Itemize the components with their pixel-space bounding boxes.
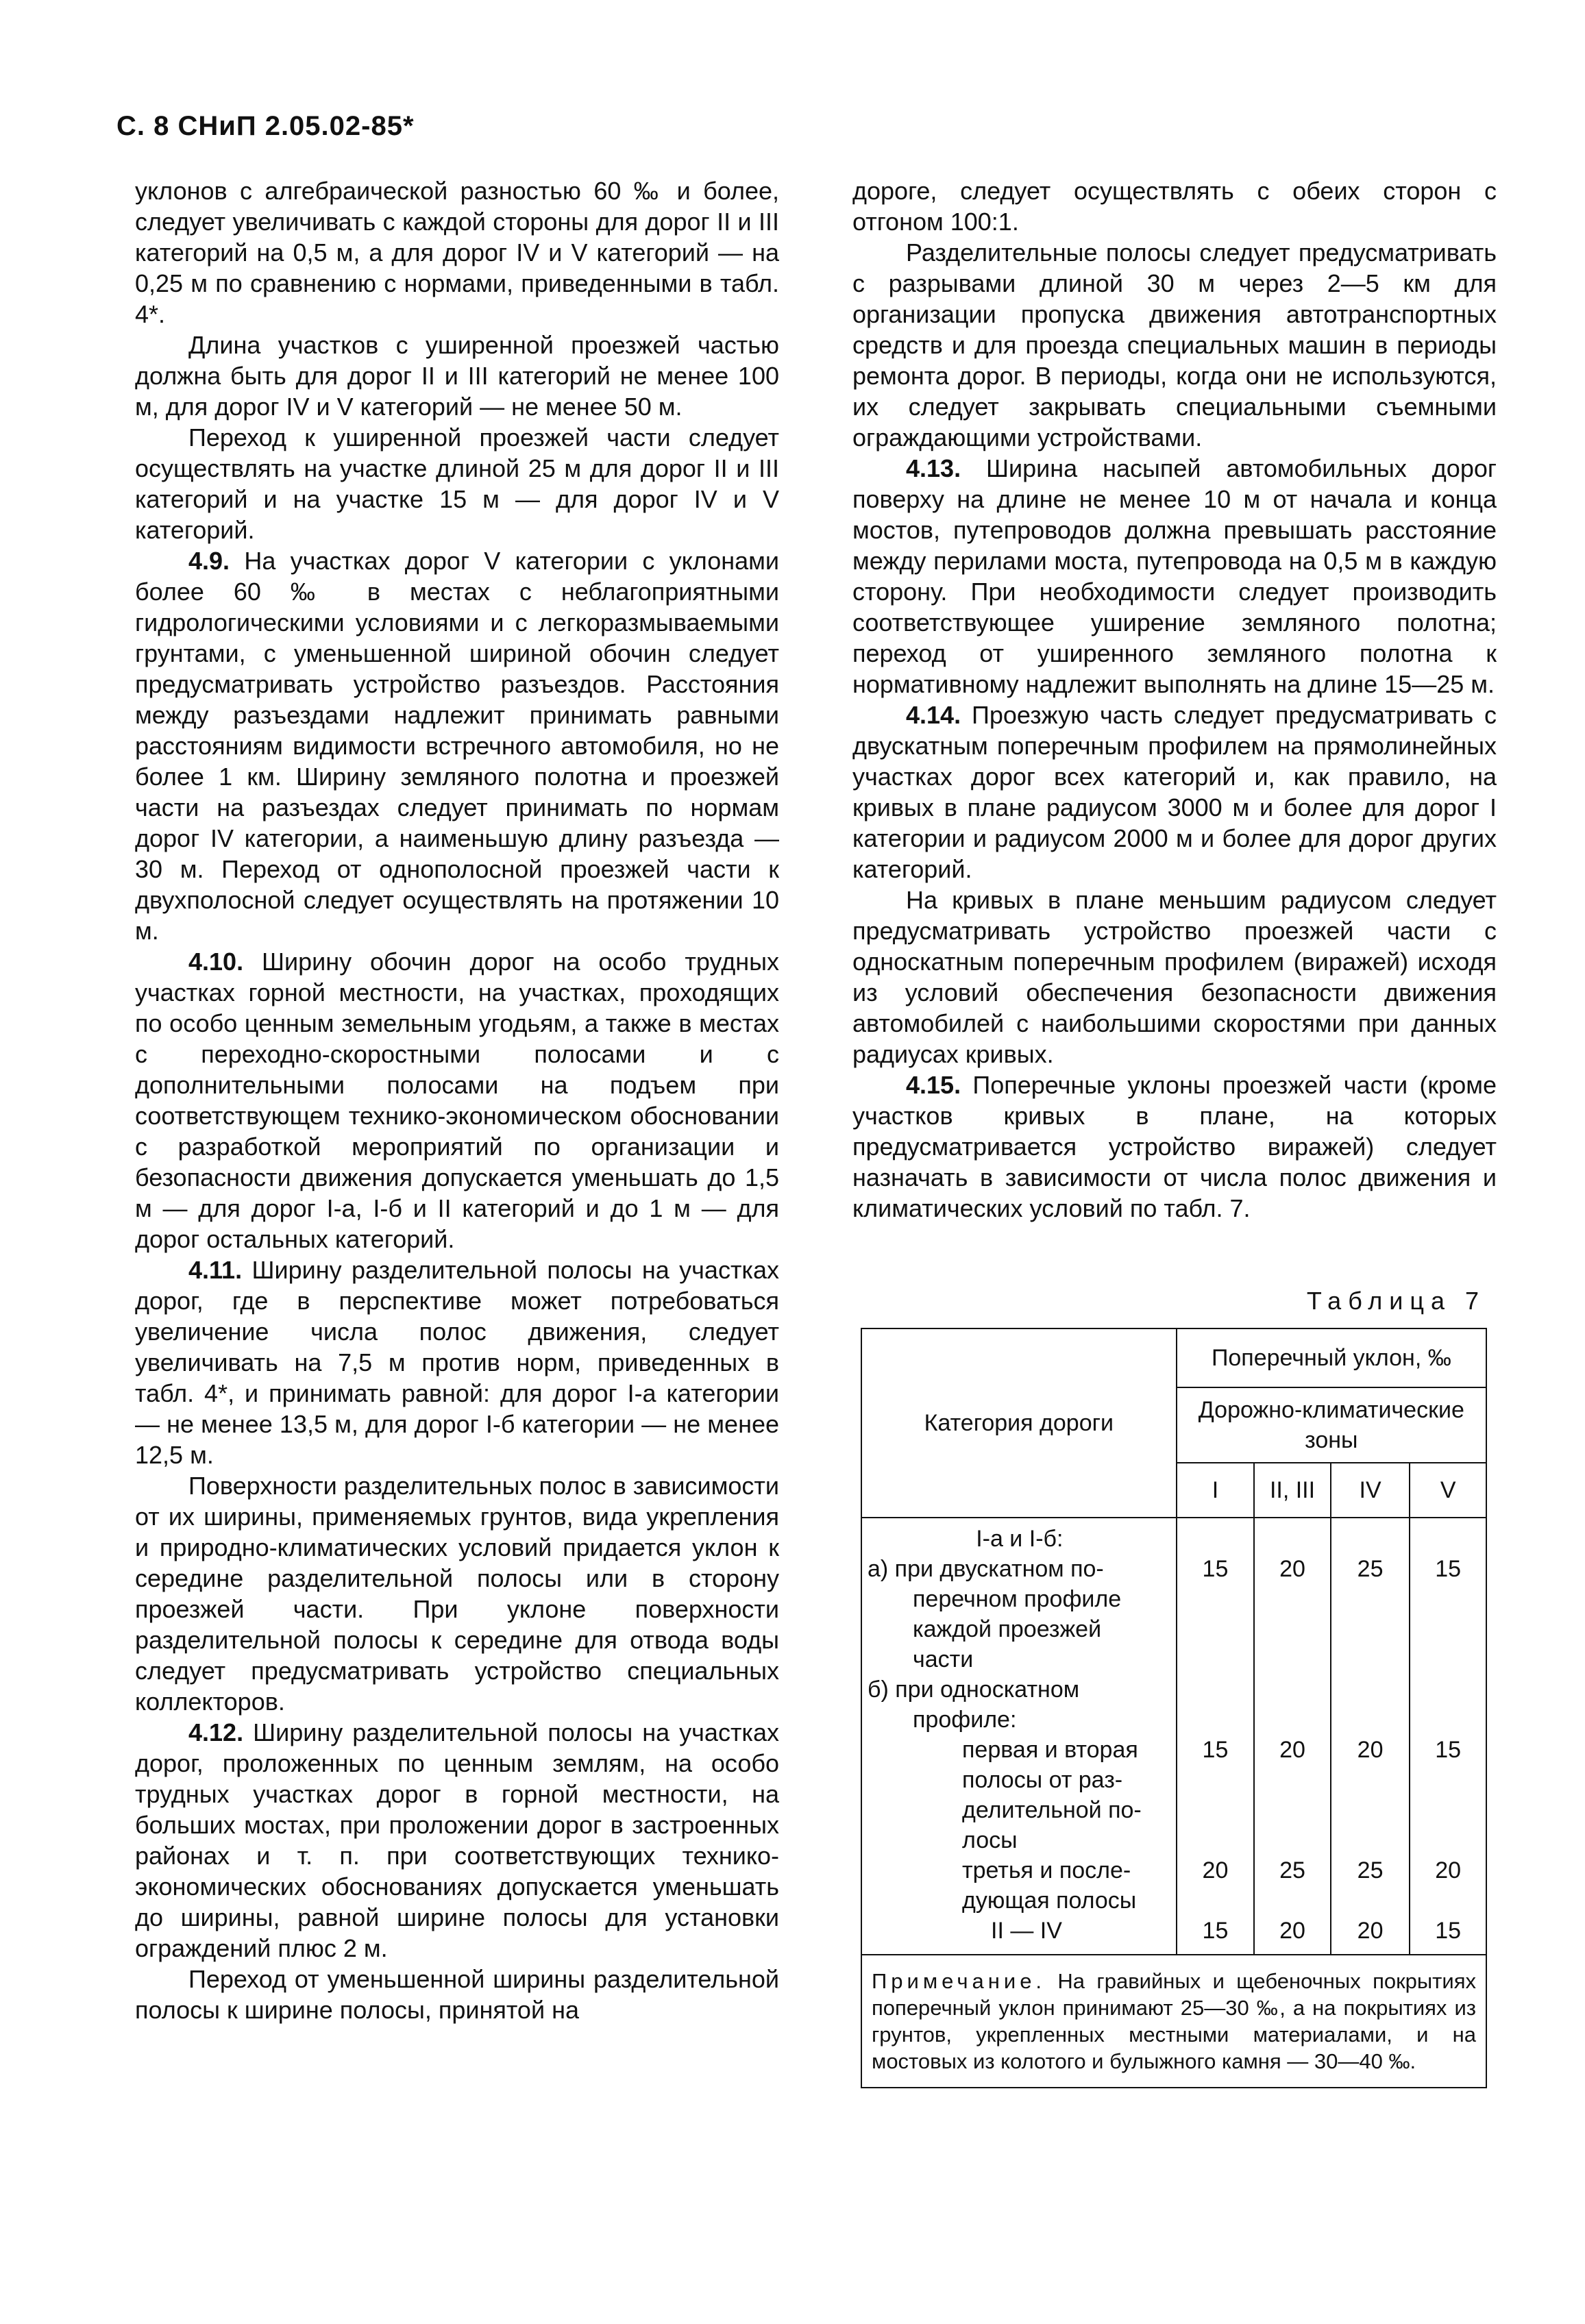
clause-number: 4.15. — [906, 1071, 961, 1099]
paragraph-text: дороге, следует осуществлять с обеих сторон с отгоном 100:1. — [852, 177, 1497, 236]
clause-number: 4.9. — [188, 547, 230, 575]
paragraph-text: Переход к уширенной проезжей части следует осуществлять на участке длиной 25 м для дорог II и III категорий и на участке 15 м — для дорог IV и V категорий. — [135, 423, 779, 544]
header-climatic-zones: Дорожно-климатические зоны — [1177, 1387, 1486, 1463]
paragraph-text: Ширина насыпей автомобильных дорог поверху на длине не менее 10 м от начала и конца мостов, путепроводов должна превышать расстояние между перилами моста, путепровода на 0,5 м в каждую сторону. При необходимости следует производить соответствующее уширение земляного полотна; переход от уширенного земляного полотна к нормативному надлежит выполнять на длине 15—25 м. — [852, 454, 1497, 698]
slope-value: 20 — [1279, 1737, 1305, 1763]
zone-values-column — [1331, 1518, 1410, 1955]
category-label-line: а) при двускатном по- — [868, 1556, 1104, 1582]
slope-value: 15 — [1202, 1918, 1229, 1944]
paragraph-text: Ширину обочин дорог на особо трудных участках горной местности, на участках, проходящих по особо ценным земельным угодьям, а также в местах с переходно-скоростными полосами и с дополнительными полосами на подъем при соответствующем технико-экономическом обосновании с разработкой мероприятий по организации и безопасности движения допускается уменьшать до 1,5 м — для дорог I-а, I-б и II категорий и до 1 м — для дорог остальных категорий. — [135, 948, 779, 1253]
clause-number: 4.10. — [188, 948, 244, 976]
paragraph-text: Разделительные полосы следует предусматривать с разрывами длиной 30 м через 2—5 км для организации пропуска движения автотранспортных средств и для проезда специальных машин в периоды ремонта дорог. В периоды, когда они не используются, их следует закрывать специальными съемными ограждающими устройствами. — [852, 238, 1497, 452]
category-label-line: б) при односкатном — [868, 1677, 1080, 1703]
table-note — [861, 1955, 1486, 2088]
zone-header: V — [1410, 1463, 1486, 1518]
category-label-line: каждой проезжей — [913, 1616, 1102, 1642]
page-header: С. 8 СНиП 2.05.02-85* — [116, 111, 415, 141]
paragraph-text: Ширину разделительной полосы на участках дорог, проложенных по ценным землям, на особо трудных участках дорог в горной местности, на больших мостах, при проложении дорог в застроенных районах и т. п. при соответствующих технико-экономических обоснованиях допускается уменьшать до ширины, равной ширине полосы для установки ограждений плюс 2 м. — [135, 1718, 779, 1962]
paragraph — [852, 453, 1497, 700]
paragraph — [135, 175, 779, 330]
note-text: На гравийных и щебеночных покрытиях поперечный уклон принимают 25—30 ‰, а на покрытиях из грунтов, укрепленных местными материалами, и на мостовых из колотого и булыжного камня — 30—40 ‰. — [872, 1969, 1476, 2073]
zone-header: IV — [1331, 1463, 1410, 1518]
category-labels — [861, 1518, 1177, 1955]
table-7 — [861, 1328, 1487, 2088]
slope-value: 20 — [1279, 1556, 1305, 1582]
paragraph — [135, 1964, 779, 2025]
paragraph — [135, 1254, 779, 1470]
clause-number: 4.11. — [188, 1256, 243, 1284]
zone-header: I — [1177, 1463, 1255, 1518]
paragraph — [852, 700, 1497, 885]
paragraph-text: Переход от уменьшенной ширины разделительной полосы к ширине полосы, принятой на — [135, 1965, 779, 2024]
header-cross-slope: Поперечный уклон, ‰ — [1177, 1328, 1486, 1387]
paragraph — [135, 1470, 779, 1717]
slope-value: 25 — [1357, 1857, 1384, 1883]
table-caption: Таблица 7 — [1306, 1287, 1486, 1315]
category-label-line: II — IV — [991, 1918, 1062, 1944]
slope-value: 15 — [1202, 1737, 1229, 1763]
slope-value: 15 — [1435, 1737, 1462, 1763]
paragraph-text: Длина участков с уширенной проезжей частью должна быть для дорог II и III категорий не менее 100 м, для дорог IV и V категорий — не менее 50 м. — [135, 331, 779, 421]
paragraph — [135, 946, 779, 1254]
slope-value: 20 — [1357, 1737, 1384, 1763]
category-label-line: профиле: — [913, 1707, 1017, 1733]
category-label-line: лосы — [962, 1827, 1018, 1853]
category-label-line: первая и вторая — [962, 1737, 1138, 1763]
paragraph-text: Проезжую часть следует предусматривать с двускатным поперечным профилем на прямолинейных участках дорог всех категорий и, как правило, на кривых в плане радиусом 3000 м и более для дорог I категории и радиусом 2000 м и более для дорог других категорий. — [852, 701, 1497, 883]
category-label-line: I-а и I-б: — [976, 1526, 1064, 1552]
category-label-line: третья и после- — [962, 1857, 1131, 1883]
paragraph — [852, 885, 1497, 1070]
paragraph — [852, 175, 1497, 237]
category-label-line: перечном профиле — [913, 1586, 1122, 1612]
slope-value: 15 — [1435, 1556, 1462, 1582]
paragraph — [135, 422, 779, 545]
paragraph — [852, 1070, 1497, 1224]
paragraph-text: Поверхности разделительных полос в зависимости от их ширины, применяемых грунтов, вида укрепления и природно-климатических условий придается уклон к середине разделительной полосы или в сторону проезжей части. При уклоне поверхности разделительной полосы к середине для отвода воды следует предусматривать устройство специальных коллекторов. — [135, 1472, 780, 1716]
slope-value: 25 — [1279, 1857, 1305, 1883]
slope-value: 15 — [1435, 1918, 1462, 1944]
slope-value: 20 — [1279, 1918, 1305, 1944]
slope-value: 20 — [1202, 1857, 1229, 1883]
category-label-line: полосы от раз- — [962, 1767, 1123, 1793]
slope-value: 25 — [1357, 1556, 1384, 1582]
paragraph-text: Поперечные уклоны проезжей части (кроме участков кривых в плане, на которых предусматривается устройство виражей) следует назначать в зависимости от числа полос движения и климатических условий по табл. 7. — [852, 1071, 1497, 1222]
slope-value: 20 — [1357, 1918, 1384, 1944]
right-column — [852, 175, 1497, 1224]
zone-header: II, III — [1254, 1463, 1331, 1518]
paragraph-text: уклонов с алгебраической разностью 60 ‰ и более, следует увеличивать с каждой стороны для дорог II и III категорий на 0,5 м, а для дорог IV и V категорий — на 0,25 м по сравнению с нормами, приведенными в табл. 4*. — [135, 177, 779, 328]
category-label-line: дующая полосы — [962, 1888, 1137, 1914]
paragraph — [852, 237, 1497, 453]
slope-value: 20 — [1435, 1857, 1462, 1883]
paragraph-text: Ширину разделительной полосы на участках дорог, где в перспективе может потребоваться увеличение числа полос движения, следует увеличивать на 7,5 м против норм, приведенных в табл. 4*, и принимать равной: для дорог I-а категории — не менее 13,5 м, для дорог I-б категории — не менее 12,5 м. — [135, 1256, 779, 1469]
note-label: Примечание. — [872, 1969, 1046, 1993]
header-road-category: Категория дороги — [861, 1328, 1177, 1518]
clause-number: 4.13. — [906, 454, 961, 482]
paragraph-text: На кривых в плане меньшим радиусом следует предусматривать устройство проезжей части с односкатным поперечным профилем (виражей) исходя из условий обеспечения безопасности движения автомобилей с наибольшими скоростями при данных радиусах кривых. — [852, 886, 1497, 1068]
paragraph — [135, 1717, 779, 1964]
paragraph-text: На участках дорог V категории с уклонами более 60 ‰ в местах с неблагоприятными гидрологическими условиями и с легкоразмываемыми грунтами, с уменьшенной шириной обочин следует предусматривать устройство разъездов. Расстояния между разъездами надлежит принимать равными расстояниям видимости встречного автомобиля, но не более 1 км. Ширину земляного полотна и проезжей части на разъездах следует принимать по нормам дорог IV категории, а наименьшую длину разъезда — 30 м. Переход от однополосной проезжей части к двухполосной следует осуществлять на протяжении 10 м. — [135, 547, 779, 945]
slope-value: 15 — [1202, 1556, 1229, 1582]
clause-number: 4.14. — [906, 701, 961, 729]
left-column — [135, 175, 779, 2025]
zone-values-column — [1177, 1518, 1255, 1955]
category-label-line: части — [913, 1646, 974, 1672]
paragraph — [135, 545, 779, 946]
zone-values-column — [1254, 1518, 1331, 1955]
paragraph — [135, 330, 779, 422]
zone-values-column — [1410, 1518, 1486, 1955]
clause-number: 4.12. — [188, 1718, 244, 1746]
category-label-line: делительной по- — [962, 1797, 1142, 1823]
